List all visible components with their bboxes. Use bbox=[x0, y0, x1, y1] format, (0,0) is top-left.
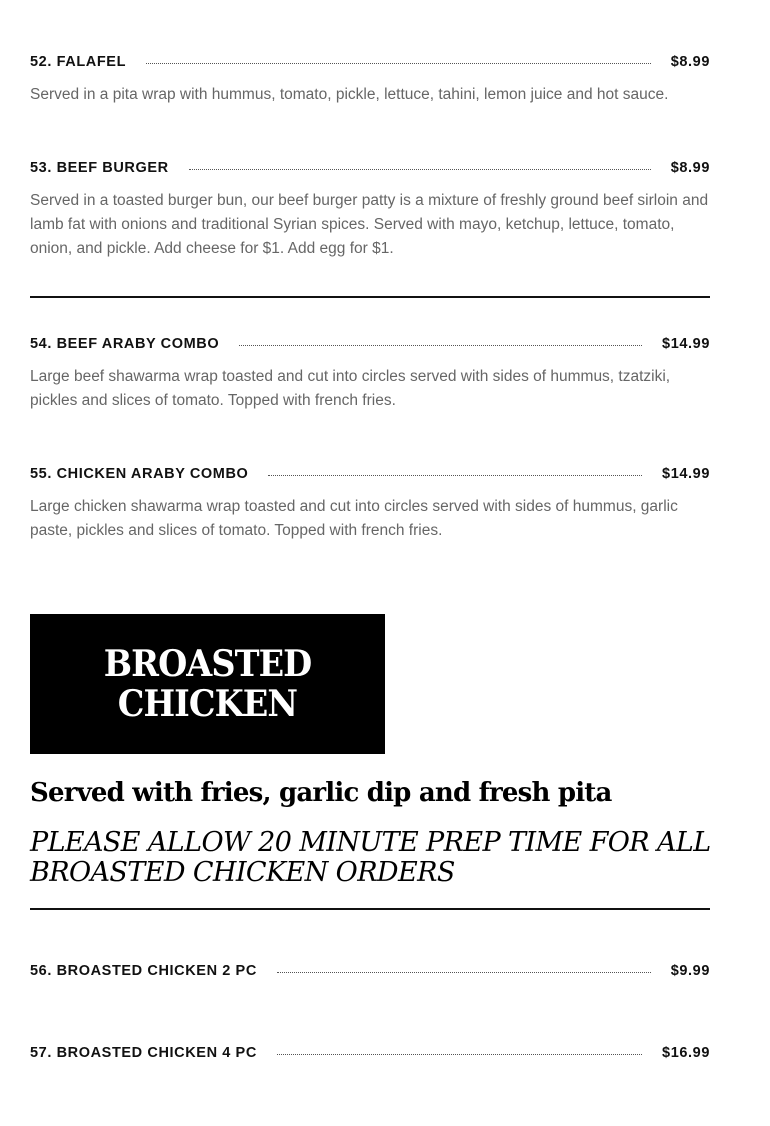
menu-item-header bbox=[30, 464, 710, 484]
section-subheading: Served with fries, garlic dip and fresh pita bbox=[30, 778, 612, 808]
menu-item-chicken-araby-combo bbox=[30, 464, 710, 543]
menu-item-name: 54. BEEF ARABY COMBO bbox=[30, 336, 220, 352]
dotted-leader bbox=[268, 475, 642, 476]
menu-item-price: $8.99 bbox=[670, 54, 710, 70]
menu-item-header bbox=[30, 334, 710, 354]
dotted-leader bbox=[189, 169, 651, 170]
menu-item-broasted-chicken-4pc bbox=[30, 1043, 710, 1063]
menu-item-description: Large chicken shawarma wrap toasted and cut into circles served with sides of hummus, garlic paste, pickles and slices of tomato. Topped with french fries. bbox=[30, 498, 678, 539]
section-divider bbox=[30, 296, 710, 298]
menu-item-falafel bbox=[30, 52, 710, 107]
menu-item-name: 56. BROASTED CHICKEN 2 PC bbox=[30, 963, 257, 979]
broasted-chicken-banner bbox=[30, 614, 385, 754]
menu-item-header bbox=[30, 158, 710, 178]
menu-item-price: $9.99 bbox=[670, 963, 710, 979]
menu-item-price: $14.99 bbox=[662, 466, 710, 482]
menu-item-name: 55. CHICKEN ARABY COMBO bbox=[30, 466, 249, 482]
menu-item-beef-araby-combo bbox=[30, 334, 710, 413]
menu-item-beef-burger bbox=[30, 158, 710, 261]
menu-item-broasted-chicken-2pc bbox=[30, 961, 710, 981]
dotted-leader bbox=[146, 63, 651, 64]
menu-item-description: Large beef shawarma wrap toasted and cut into circles served with sides of hummus, tzatziki, pickles and slices of tomato. Topped with french fries. bbox=[30, 368, 671, 409]
menu-item-price: $8.99 bbox=[670, 160, 710, 176]
section-divider bbox=[30, 908, 710, 910]
dotted-leader bbox=[277, 972, 651, 973]
banner-title-line-1: BROASTED bbox=[103, 643, 312, 685]
menu-item-header bbox=[30, 1043, 710, 1063]
menu-item-name: 57. BROASTED CHICKEN 4 PC bbox=[30, 1045, 257, 1061]
menu-item-price: $16.99 bbox=[662, 1045, 710, 1061]
dotted-leader bbox=[239, 345, 642, 346]
banner-title-line-2: CHICKEN bbox=[117, 683, 298, 725]
menu-item-description: Served in a toasted burger bun, our beef burger patty is a mixture of freshly ground beef sirloin and lamb fat with onions and traditional Syrian spices. Served with mayo, ketchup, lettuce, tomato, onion, and pickle. Add cheese for $1. Add egg for $1. bbox=[30, 192, 709, 257]
menu-item-header bbox=[30, 52, 710, 72]
prep-time-notice: PLEASE ALLOW 20 MINUTE PREP TIME FOR ALL BROASTED CHICKEN ORDERS bbox=[30, 827, 711, 888]
menu-item-price: $14.99 bbox=[662, 336, 710, 352]
menu-item-description: Served in a pita wrap with hummus, tomato, pickle, lettuce, tahini, lemon juice and hot sauce. bbox=[30, 86, 669, 103]
menu-item-header bbox=[30, 961, 710, 981]
menu-item-name: 53. BEEF BURGER bbox=[30, 160, 169, 176]
dotted-leader bbox=[277, 1054, 642, 1055]
menu-item-name: 52. FALAFEL bbox=[30, 54, 127, 70]
